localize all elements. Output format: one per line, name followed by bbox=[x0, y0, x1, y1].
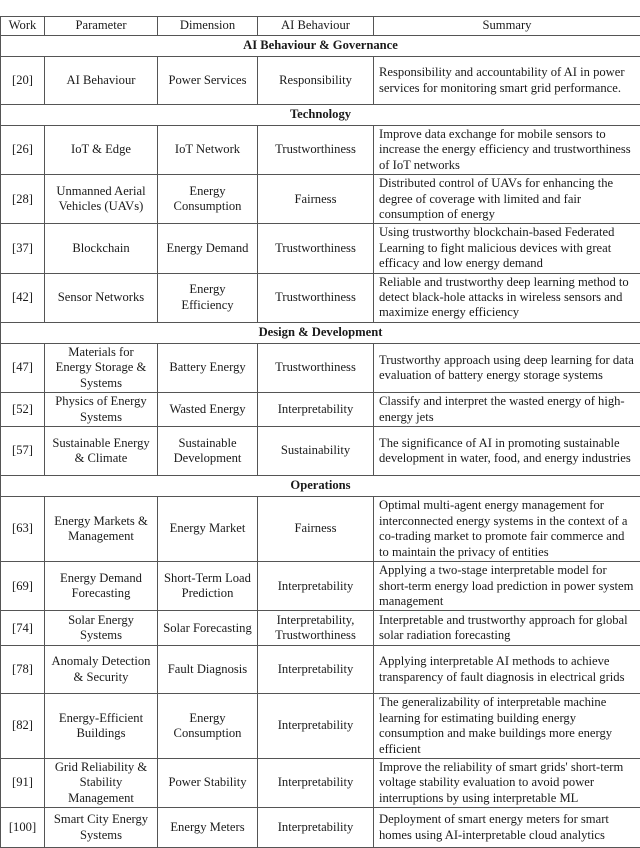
parameter-cell: Materials for Energy Storage & Systems bbox=[45, 343, 158, 392]
ai-behaviour-cell: Interpretability bbox=[258, 808, 374, 848]
ai-behaviour-cell: Interpretability, Trustworthiness bbox=[258, 611, 374, 646]
work-cell: [57] bbox=[1, 427, 45, 476]
dimension-cell: Wasted Energy bbox=[158, 393, 258, 427]
table-row bbox=[1, 273, 640, 322]
table-row bbox=[1, 393, 640, 427]
ai-behaviour-cell: Interpretability bbox=[258, 393, 374, 427]
table-row bbox=[1, 611, 640, 646]
dimension-cell: IoT Network bbox=[158, 126, 258, 175]
ai-behaviour-cell: Interpretability bbox=[258, 562, 374, 611]
work-cell: [42] bbox=[1, 273, 45, 322]
section-row bbox=[1, 322, 640, 343]
header-dimension: Dimension bbox=[158, 17, 258, 36]
parameter-cell: Blockchain bbox=[45, 224, 158, 273]
table-row bbox=[1, 497, 640, 562]
header-summary: Summary bbox=[374, 17, 640, 36]
work-cell: [100] bbox=[1, 808, 45, 848]
parameter-cell: Anomaly Detection & Security bbox=[45, 646, 158, 694]
parameter-cell: Energy Demand Forecasting bbox=[45, 562, 158, 611]
parameter-cell: Unmanned Aerial Vehicles (UAVs) bbox=[45, 175, 158, 224]
section-title: AI Behaviour & Governance bbox=[1, 36, 640, 57]
parameter-cell: Solar Energy Systems bbox=[45, 611, 158, 646]
dimension-cell: Energy Meters bbox=[158, 808, 258, 848]
summary-cell: Trustworthy approach using deep learning for data evaluation of battery energy storage systems bbox=[374, 343, 640, 392]
table-row bbox=[1, 562, 640, 611]
table-row bbox=[1, 427, 640, 476]
dimension-cell: Power Stability bbox=[158, 758, 258, 807]
ai-behaviour-cell: Fairness bbox=[258, 497, 374, 562]
section-row bbox=[1, 105, 640, 126]
ai-behaviour-cell: Interpretability bbox=[258, 758, 374, 807]
dimension-cell: Energy Consumption bbox=[158, 175, 258, 224]
ai-behaviour-cell: Trustworthiness bbox=[258, 126, 374, 175]
work-cell: [28] bbox=[1, 175, 45, 224]
summary-cell: The significance of AI in promoting sustainable development in water, food, and energy industries bbox=[374, 427, 640, 476]
work-cell: [52] bbox=[1, 393, 45, 427]
work-cell: [74] bbox=[1, 611, 45, 646]
parameter-cell: Sustainable Energy & Climate bbox=[45, 427, 158, 476]
work-cell: [63] bbox=[1, 497, 45, 562]
summary-cell: Responsibility and accountability of AI in power services for monitoring smart grid performance. bbox=[374, 57, 640, 105]
table-row bbox=[1, 224, 640, 273]
table-row bbox=[1, 758, 640, 807]
header-parameter: Parameter bbox=[45, 17, 158, 36]
dimension-cell: Fault Diagnosis bbox=[158, 646, 258, 694]
parameter-cell: Sensor Networks bbox=[45, 273, 158, 322]
summary-cell: Improve data exchange for mobile sensors to increase the energy efficiency and trustworthiness of IoT networks bbox=[374, 126, 640, 175]
ai-behaviour-cell: Trustworthiness bbox=[258, 343, 374, 392]
section-title: Technology bbox=[1, 105, 640, 126]
summary-cell: Optimal multi-agent energy management for interconnected energy systems in the context of a co-trading market to promote fair commerce and to maintain the privacy of entities bbox=[374, 497, 640, 562]
summary-cell: Deployment of smart energy meters for smart homes using AI-interpretable cloud analytics bbox=[374, 808, 640, 848]
ai-behaviour-cell: Trustworthiness bbox=[258, 224, 374, 273]
dimension-cell: Sustainable Development bbox=[158, 427, 258, 476]
parameter-cell: Smart City Energy Systems bbox=[45, 808, 158, 848]
section-row bbox=[1, 476, 640, 497]
parameter-cell: Physics of Energy Systems bbox=[45, 393, 158, 427]
work-cell: [47] bbox=[1, 343, 45, 392]
work-cell: [20] bbox=[1, 57, 45, 105]
parameter-cell: AI Behaviour bbox=[45, 57, 158, 105]
summary-cell: Reliable and trustworthy deep learning method to detect black-hole attacks in wireless sensors and maximize energy efficiency bbox=[374, 273, 640, 322]
table-row bbox=[1, 57, 640, 105]
dimension-cell: Energy Demand bbox=[158, 224, 258, 273]
table-row bbox=[1, 126, 640, 175]
ai-behaviour-cell: Responsibility bbox=[258, 57, 374, 105]
dimension-cell: Short-Term Load Prediction bbox=[158, 562, 258, 611]
ai-behaviour-cell: Fairness bbox=[258, 175, 374, 224]
summary-cell: Distributed control of UAVs for enhancing the degree of coverage with limited and fair consumption of energy bbox=[374, 175, 640, 224]
summary-cell: Applying interpretable AI methods to achieve transparency of fault diagnosis in electrical grids bbox=[374, 646, 640, 694]
header-row bbox=[1, 17, 640, 36]
table-row bbox=[1, 175, 640, 224]
dimension-cell: Energy Market bbox=[158, 497, 258, 562]
header-ai-behaviour: AI Behaviour bbox=[258, 17, 374, 36]
work-cell: [37] bbox=[1, 224, 45, 273]
table-row bbox=[1, 808, 640, 848]
summary-cell: Classify and interpret the wasted energy of high-energy jets bbox=[374, 393, 640, 427]
ai-behaviour-cell: Trustworthiness bbox=[258, 273, 374, 322]
table-row bbox=[1, 343, 640, 392]
dimension-cell: Battery Energy bbox=[158, 343, 258, 392]
work-cell: [78] bbox=[1, 646, 45, 694]
ai-behaviour-cell: Interpretability bbox=[258, 694, 374, 759]
parameter-cell: IoT & Edge bbox=[45, 126, 158, 175]
dimension-cell: Energy Efficiency bbox=[158, 273, 258, 322]
work-cell: [26] bbox=[1, 126, 45, 175]
dimension-cell: Power Services bbox=[158, 57, 258, 105]
dimension-cell: Energy Consumption bbox=[158, 694, 258, 759]
section-row bbox=[1, 36, 640, 57]
ai-behaviour-cell: Sustainability bbox=[258, 427, 374, 476]
parameter-cell: Grid Reliability & Stability Management bbox=[45, 758, 158, 807]
summary-cell: The generalizability of interpretable machine learning for estimating building energy consumption and make buildings more energy efficient bbox=[374, 694, 640, 759]
header-work: Work bbox=[1, 17, 45, 36]
work-cell: [91] bbox=[1, 758, 45, 807]
ai-behaviour-cell: Interpretability bbox=[258, 646, 374, 694]
work-cell: [82] bbox=[1, 694, 45, 759]
section-title: Operations bbox=[1, 476, 640, 497]
summary-cell: Using trustworthy blockchain-based Federated Learning to fight malicious devices with great efficacy and low energy demand bbox=[374, 224, 640, 273]
dimension-cell: Solar Forecasting bbox=[158, 611, 258, 646]
parameter-cell: Energy Markets & Management bbox=[45, 497, 158, 562]
summary-cell: Applying a two-stage interpretable model for short-term energy load prediction in power system management bbox=[374, 562, 640, 611]
table-row bbox=[1, 694, 640, 759]
work-cell: [69] bbox=[1, 562, 45, 611]
section-title: Design & Development bbox=[1, 322, 640, 343]
summary-cell: Interpretable and trustworthy approach for global solar radiation forecasting bbox=[374, 611, 640, 646]
parameter-cell: Energy-Efficient Buildings bbox=[45, 694, 158, 759]
summary-cell: Improve the reliability of smart grids' short-term voltage stability evaluation to avoid power interruptions by using interpretable ML bbox=[374, 758, 640, 807]
table-row bbox=[1, 646, 640, 694]
literature-summary-table bbox=[0, 16, 640, 848]
